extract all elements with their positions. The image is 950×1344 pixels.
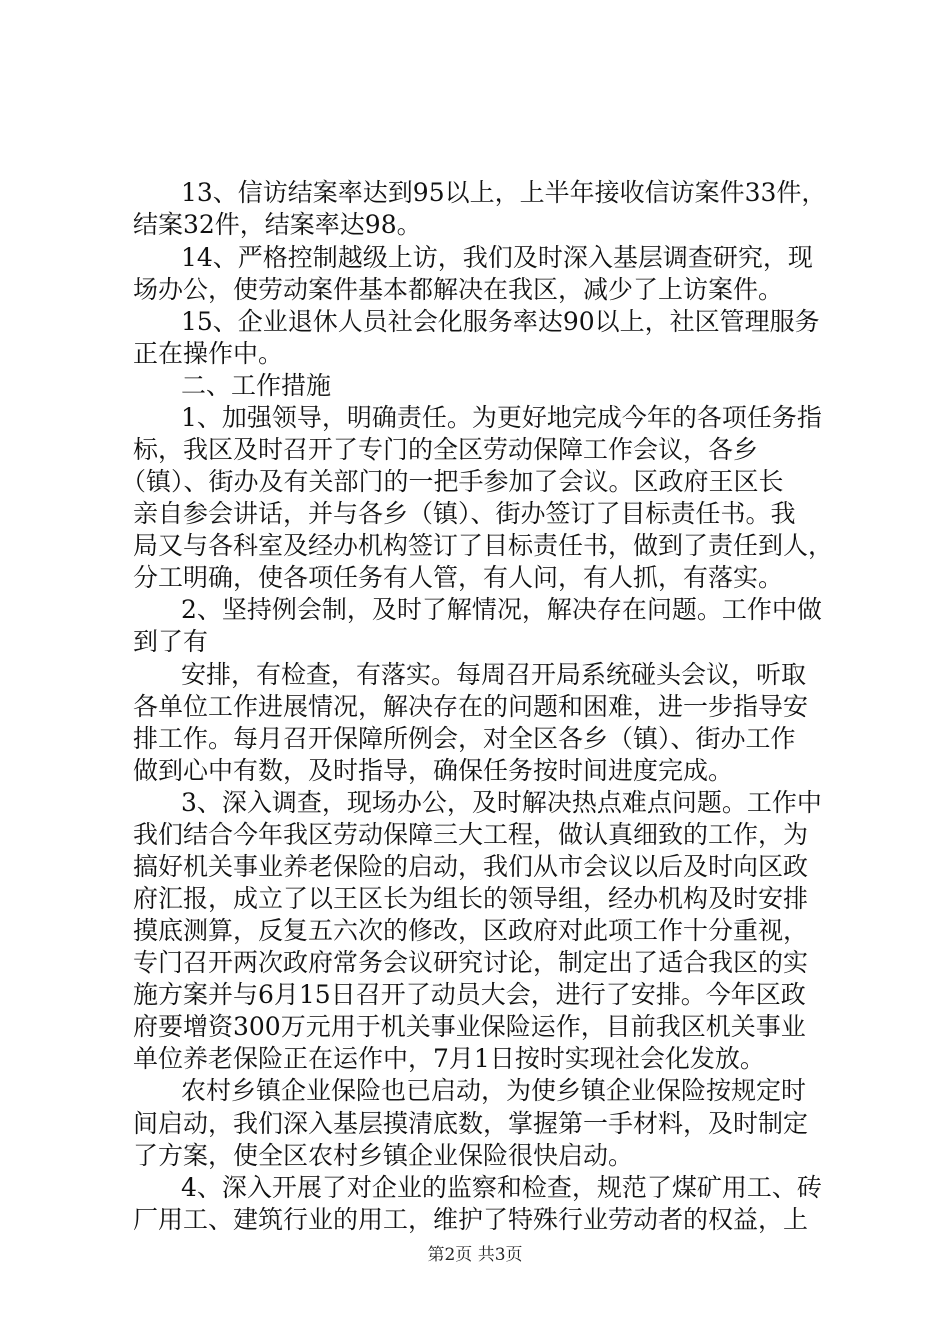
body-line: 分工明确，使各项任务有人管，有人问，有人抓，有落实。 (133, 563, 784, 592)
body-line: 正在操作中。 (133, 339, 284, 368)
body-line: 专门召开两次政府常务会议研究讨论，制定出了适合我区的实 (133, 948, 809, 977)
body-line: 厂用工、建筑行业的用工，维护了特殊行业劳动者的权益，上 (133, 1205, 809, 1234)
body-line: 了方案，使全区农村乡镇企业保险很快启动。 (133, 1141, 634, 1170)
body-line: 到了有 (133, 627, 209, 656)
page-number-footer: 第2页 共3页 (427, 1245, 523, 1265)
section-heading: 二、工作措施 (181, 371, 332, 400)
body-line: 局又与各科室及经办机构签订了目标责任书，做到了责任到人， (133, 531, 834, 560)
body-line: 结案32件，结案率达98。 (133, 210, 422, 239)
body-line: 4、深入开展了对企业的监察和检查，规范了煤矿用工、砖 (181, 1173, 822, 1202)
body-line: 标，我区及时召开了专门的全区劳动保障工作会议，各乡 (133, 435, 759, 464)
body-line: 安排，有检查，有落实。每周召开局系统碰头会议，听取 (181, 660, 807, 689)
body-line: 13、信访结案率达到95以上，上半年接收信访案件33件， (181, 178, 827, 207)
body-line: 3、深入调查，现场办公，及时解决热点难点问题。工作中 (181, 788, 822, 817)
body-line: 2、坚持例会制，及时了解情况，解决存在问题。工作中做 (181, 595, 822, 624)
body-line: 场办公，使劳动案件基本都解决在我区，减少了上访案件。 (133, 275, 784, 304)
body-line: 我们结合今年我区劳动保障三大工程，做认真细致的工作，为 (133, 820, 809, 849)
body-line: 14、严格控制越级上访，我们及时深入基层调查研究，现 (181, 243, 813, 272)
body-line: 15、企业退休人员社会化服务率达90以上，社区管理服务 (181, 307, 820, 336)
body-line: （镇）、街办及有关部门的一把手参加了会议。区政府王区长 (121, 467, 784, 496)
body-line: 施方案并与6月15日召开了动员大会，进行了安排。今年区政 (133, 980, 806, 1009)
body-line: 摸底测算，反复五六次的修改，区政府对此项工作十分重视， (133, 916, 809, 945)
body-line: 农村乡镇企业保险也已启动，为使乡镇企业保险按规定时 (181, 1076, 807, 1105)
body-line: 府要增资300万元用于机关事业保险运作，目前我区机关事业 (133, 1012, 806, 1041)
body-line: 搞好机关事业养老保险的启动，我们从市会议以后及时向区政 (133, 852, 809, 881)
body-line: 排工作。每月召开保障所例会，对全区各乡（镇）、街办工作 (133, 724, 796, 753)
body-line: 各单位工作进展情况，解决存在的问题和困难，进一步指导安 (133, 692, 809, 721)
body-line: 1、加强领导，明确责任。为更好地完成今年的各项任务指 (181, 403, 822, 432)
body-line: 亲自参会讲话，并与各乡（镇）、街办签订了目标责任书。我 (133, 499, 796, 528)
body-line: 府汇报，成立了以王区长为组长的领导组，经办机构及时安排 (133, 884, 809, 913)
body-line: 间启动，我们深入基层摸清底数，掌握第一手材料，及时制定 (133, 1109, 809, 1138)
body-line: 单位养老保险正在运作中，7月1日按时实现社会化发放。 (133, 1044, 765, 1073)
body-line: 做到心中有数，及时指导，确保任务按时间进度完成。 (133, 756, 734, 785)
